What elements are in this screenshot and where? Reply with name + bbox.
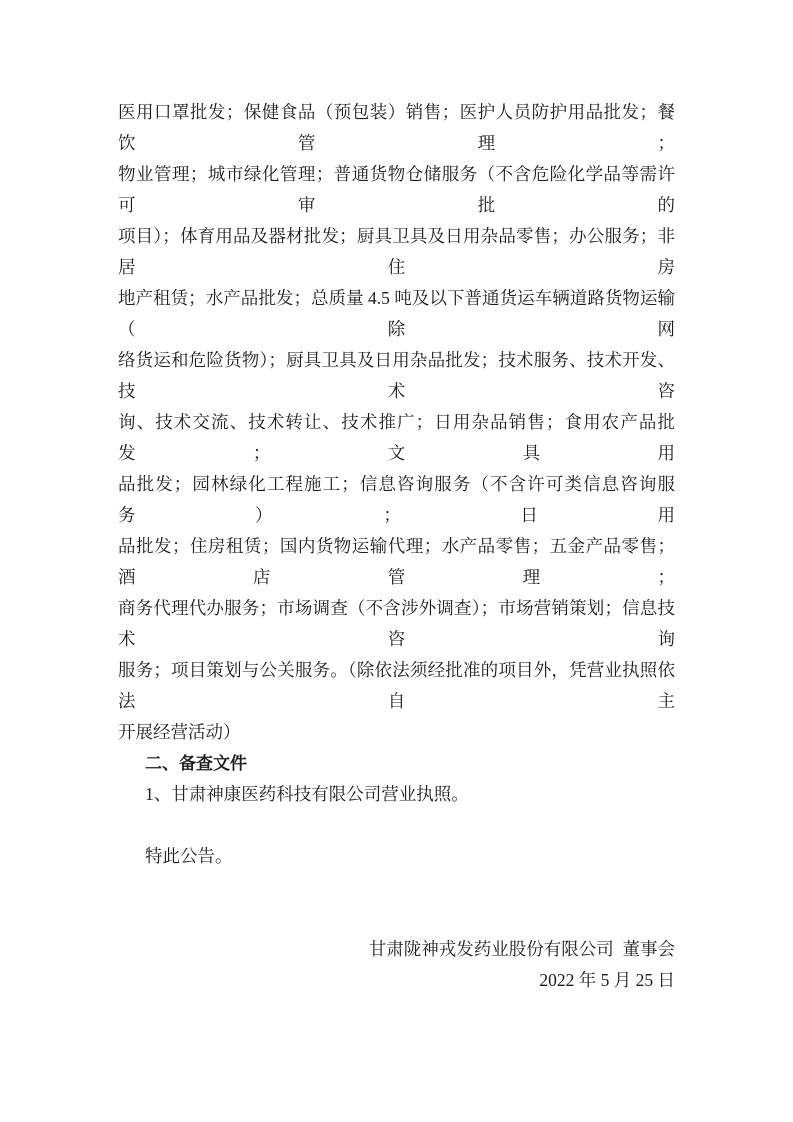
body-line: 地产租赁；水产品批发；总质量 4.5 吨及以下普通货运车辆道路货物运输（除网 (118, 288, 675, 339)
signature-company: 甘肃陇神戎发药业股份有限公司 董事会 (368, 939, 675, 959)
body-line: 服务；项目策划与公关服务。（除依法须经批准的项目外，凭营业执照依法自主 (118, 660, 675, 711)
body-line: 医用口罩批发；保健食品（预包装）销售；医护人员防护用品批发；餐饮管理； (118, 102, 675, 153)
spacer (118, 810, 675, 841)
body-line: 品批发；住房租赁；国内货物运输代理；水产品零售；五金产品零售；酒店管理； (118, 536, 675, 587)
spacer (118, 903, 675, 934)
body-line: 询、技术交流、技术转让、技术推广；日用杂品销售；食用农产品批发；文具用 (118, 412, 675, 463)
document-content (118, 97, 675, 996)
body-line: 品批发；园林绿化工程施工；信息咨询服务（不含许可类信息咨询服务）；日用 (118, 474, 675, 525)
closing-statement: 特此公告。 (145, 846, 233, 866)
section-heading: 二、备查文件 (145, 754, 247, 773)
business-scope-paragraph (118, 97, 675, 748)
spacer (118, 872, 675, 903)
body-line: 物业管理；城市绿化管理；普通货物仓储服务（不含危险化学品等需许可审批的 (118, 164, 675, 215)
body-line: 项目）；体育用品及器材批发；厨具卫具及日用杂品零售；办公服务；非居住房 (118, 226, 675, 277)
checklist-item: 1、甘肃神康医药科技有限公司营业执照。 (145, 784, 469, 804)
body-line: 开展经营活动） (118, 722, 241, 742)
body-line: 络货运和危险货物）；厨具卫具及日用杂品批发；技术服务、技术开发、技术咨 (118, 350, 675, 401)
signature-date: 2022 年 5 月 25 日 (539, 970, 675, 990)
body-line: 商务代理代办服务；市场调查（不含涉外调查）；市场营销策划；信息技术咨询 (118, 598, 675, 649)
